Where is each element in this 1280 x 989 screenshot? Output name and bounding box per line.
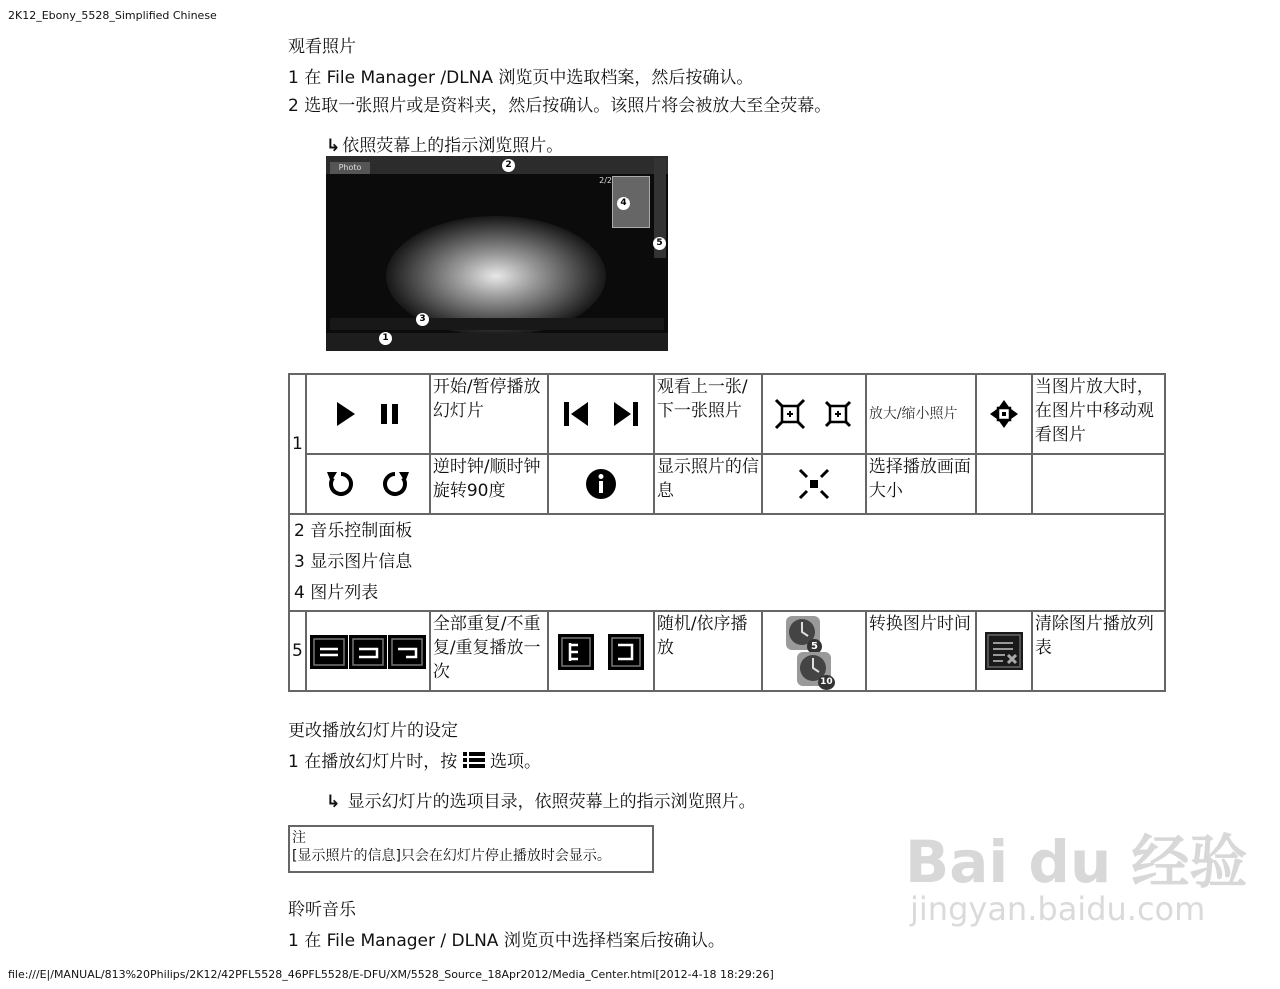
interval-icons bbox=[762, 611, 866, 691]
fit-desc: 选择播放画面大小 bbox=[866, 454, 976, 514]
section-title-view-photos: 观看照片 bbox=[288, 37, 356, 57]
step-2: 2 选取一张照片或是资料夹，然后按确认。该照片将会被放大至全荧幕。 bbox=[288, 96, 832, 116]
photo-info-text: 3 显示图片信息 bbox=[294, 552, 413, 572]
pause-icon bbox=[379, 402, 401, 426]
callout-1: 1 bbox=[379, 332, 392, 345]
clear-list-icon bbox=[976, 611, 1032, 691]
callout-3: 3 bbox=[416, 313, 429, 326]
callout-2: 2 bbox=[502, 159, 515, 172]
timer-badge-10: 10 bbox=[818, 675, 835, 690]
zoom-in-icon bbox=[774, 398, 806, 430]
music-step-1: 1 在 File Manager / DLNA 浏览页中选择档案后按确认。 bbox=[288, 931, 725, 951]
controls-table bbox=[288, 373, 1166, 692]
note-text: [显示照片的信息]只会在幻灯片停止播放时会显示。 bbox=[292, 848, 611, 864]
music-title: 聆听音乐 bbox=[288, 900, 356, 920]
arrow-icon: ↳ bbox=[326, 136, 341, 156]
interval-desc: 转换图片时间 bbox=[866, 611, 976, 691]
arrow-icon: ↳ bbox=[326, 792, 341, 812]
step-result bbox=[326, 131, 563, 156]
slideshow-result bbox=[326, 787, 756, 812]
rotate-icons bbox=[306, 454, 430, 514]
viewer-tab: Photo bbox=[330, 162, 370, 174]
play-icon bbox=[335, 400, 357, 428]
shuffle-desc: 随机/依序播放 bbox=[654, 611, 762, 691]
slideshow-title: 更改播放幻灯片的设定 bbox=[288, 721, 458, 741]
prev-next-icons bbox=[548, 374, 654, 454]
slideshow-step-1 bbox=[288, 747, 541, 772]
row-label-5: 5 bbox=[289, 611, 306, 691]
info-desc: 显示照片的信息 bbox=[654, 454, 762, 514]
row-label-1: 1 bbox=[289, 374, 306, 514]
pan-desc: 当图片放大时，在图片中移动观看图片 bbox=[1032, 374, 1165, 454]
page-counter: 2/2 bbox=[599, 176, 612, 185]
repeat-desc: 全部重复/不重复/重复播放一次 bbox=[430, 611, 548, 691]
callout-4: 4 bbox=[617, 197, 630, 210]
note-label: 注 bbox=[292, 830, 306, 846]
fit-screen-icon bbox=[762, 454, 866, 514]
zoom-icons bbox=[762, 374, 866, 454]
note-box bbox=[288, 825, 654, 873]
watermark-brand: Bai du 经验 bbox=[905, 828, 1248, 896]
repeat-icons bbox=[306, 611, 430, 691]
step-1: 1 在 File Manager /DLNA 浏览页中选取档案，然后按确认。 bbox=[288, 68, 754, 88]
play-pause-desc: 开始/暂停播放幻灯片 bbox=[430, 374, 548, 454]
previous-icon bbox=[562, 400, 590, 428]
viewer-control-bar bbox=[326, 333, 668, 351]
prev-next-desc: 观看上一张/下一张照片 bbox=[654, 374, 762, 454]
options-menu-icon bbox=[463, 751, 485, 769]
play-pause-icons bbox=[306, 374, 430, 454]
photo-list-text: 4 图片列表 bbox=[294, 583, 379, 603]
page-header: 2K12_Ebony_5528_Simplified Chinese bbox=[8, 9, 217, 22]
photo-viewer-screenshot bbox=[326, 156, 668, 351]
rows-2-4 bbox=[289, 514, 1165, 611]
page-footer: file:///E|/MANUAL/813%20Philips/2K12/42PFL5528_46PFL5528/E-DFU/XM/5528_Source_18Apr2012/Media_Center.html[2012-4-18 18:29:26] bbox=[8, 968, 774, 981]
pan-icon bbox=[976, 374, 1032, 454]
viewer-top-bar bbox=[326, 156, 668, 174]
rotate-ccw-icon bbox=[325, 468, 357, 500]
zoom-out-icon bbox=[822, 398, 854, 430]
shuffle-icons bbox=[548, 611, 654, 691]
slideshow-step-1-suffix: 选项。 bbox=[490, 752, 542, 772]
callout-5: 5 bbox=[653, 237, 666, 250]
zoom-desc: 放大/缩小照片 bbox=[866, 374, 976, 454]
info-icon bbox=[548, 454, 654, 514]
timer-badge-5: 5 bbox=[807, 639, 822, 654]
watermark-url: jingyan.baidu.com bbox=[910, 890, 1206, 928]
slideshow-step-1-text: 1 在播放幻灯片时，按 bbox=[288, 752, 458, 772]
photo-info-bar bbox=[330, 318, 664, 330]
clear-desc: 清除图片播放列表 bbox=[1032, 611, 1165, 691]
next-icon bbox=[612, 400, 640, 428]
music-panel-text: 2 音乐控制面板 bbox=[294, 521, 413, 541]
step-result-text: 依照荧幕上的指示浏览照片。 bbox=[342, 136, 564, 156]
rotate-desc: 逆时钟/顺时钟旋转90度 bbox=[430, 454, 548, 514]
rotate-cw-icon bbox=[379, 468, 411, 500]
slideshow-result-text: 显示幻灯片的选项目录，依照荧幕上的指示浏览照片。 bbox=[347, 792, 756, 812]
